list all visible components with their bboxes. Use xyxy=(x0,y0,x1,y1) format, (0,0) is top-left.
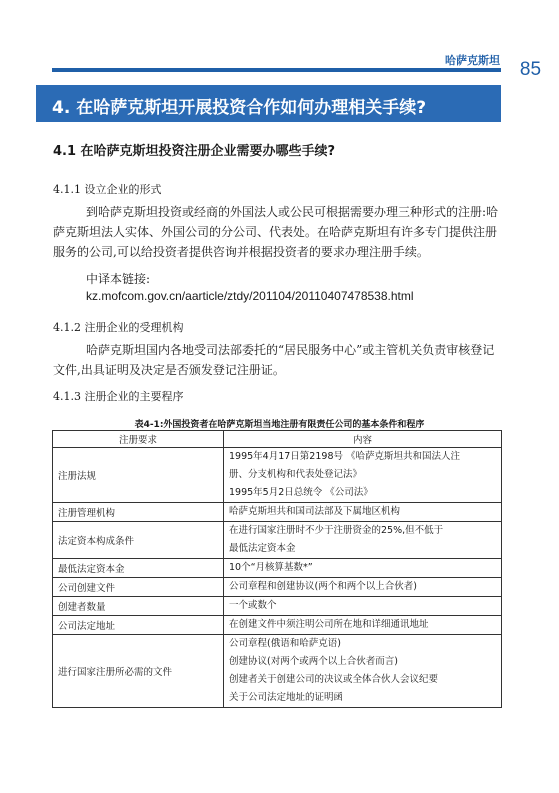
page-number: 85 xyxy=(519,59,542,80)
row-requirement: 法定资本构成条件 xyxy=(53,522,224,559)
content-line: 关于公司法定地址的证明函 xyxy=(229,692,344,703)
content-line: 1995年4月17日第2198号 《哈萨克斯坦共和国法人注 xyxy=(229,451,461,462)
row-content xyxy=(224,616,502,635)
row-content xyxy=(224,503,502,522)
table-row xyxy=(53,503,502,522)
row-content xyxy=(224,559,502,578)
content-line: 最低法定资本金 xyxy=(229,543,296,554)
content-line: 1995年5月2日总统令 《公司法》 xyxy=(229,487,373,498)
table-caption: 表4-1:外国投资者在哈萨克斯坦当地注册有限责任公司的基本条件和程序 xyxy=(134,420,425,430)
content-line: 公司章程(俄语和哈萨克语) xyxy=(229,638,341,649)
content-line: 10个“月核算基数*” xyxy=(229,562,313,573)
section-title: 4.1 在哈萨克斯坦投资注册企业需要办哪些手续? xyxy=(53,144,336,159)
column-header-content: 内容 xyxy=(224,431,502,448)
table-row xyxy=(53,616,502,635)
row-requirement: 公司创建文件 xyxy=(53,578,224,597)
reference-label: 中译本链接: xyxy=(86,272,151,286)
row-content xyxy=(224,597,502,616)
table-row xyxy=(53,635,502,708)
content-line: 在进行国家注册时不少于注册资金的25%,但不低于 xyxy=(229,525,444,536)
reference-link[interactable]: kz.mofcom.gov.cn/aarticle/ztdy/201104/20110407478538.html xyxy=(86,289,414,303)
chapter-title-bar xyxy=(36,85,501,122)
subsection-heading-4-1-3: 4.1.3 注册企业的主要程序 xyxy=(53,390,184,403)
content-line: 一个或数个 xyxy=(229,600,277,611)
subsection-heading-4-1-1: 4.1.1 设立企业的形式 xyxy=(53,183,162,196)
table-row xyxy=(53,559,502,578)
row-content xyxy=(224,448,502,503)
row-content xyxy=(224,578,502,597)
table-row xyxy=(53,578,502,597)
content-line: 创建协议(对两个或两个以上合伙者而言) xyxy=(229,656,398,667)
content-line: 在创建文件中须注明公司所在地和详细通讯地址 xyxy=(229,619,429,630)
table-header-row xyxy=(53,431,502,448)
content-line: 创建者关于创建公司的决议或全体合伙人会议纪要 xyxy=(229,674,439,685)
content-line: 册、分支机构和代表处登记法》 xyxy=(229,469,363,480)
paragraph-registration-authority: 哈萨克斯坦国内各地受司法部委托的“居民服务中心”或主管机关负责审核登记文件,出具证明及决定是否颁发登记注册证。 xyxy=(53,343,495,377)
header-country: 哈萨克斯坦 xyxy=(445,54,500,67)
subsection-heading-4-1-2: 4.1.2 注册企业的受理机构 xyxy=(53,321,184,334)
row-requirement: 注册管理机构 xyxy=(53,503,224,522)
row-requirement: 注册法规 xyxy=(53,448,224,503)
row-content xyxy=(224,635,502,708)
table-row xyxy=(53,597,502,616)
table-row xyxy=(53,448,502,503)
table-row xyxy=(53,522,502,559)
row-requirement: 最低法定资本金 xyxy=(53,559,224,578)
row-requirement: 公司法定地址 xyxy=(53,616,224,635)
column-header-requirement: 注册要求 xyxy=(53,431,224,448)
row-content xyxy=(224,522,502,559)
content-line: 公司章程和创建协议(两个和两个以上合伙者) xyxy=(229,581,417,592)
row-requirement: 创建者数量 xyxy=(53,597,224,616)
chapter-title: 4. 在哈萨克斯坦开展投资合作如何办理相关手续? xyxy=(52,98,427,118)
content-line: 哈萨克斯坦共和国司法部及下属地区机构 xyxy=(229,506,401,517)
row-requirement: 进行国家注册所必需的文件 xyxy=(53,635,224,708)
paragraph-enterprise-forms: 到哈萨克斯坦投资或经商的外国法人或公民可根据需要办理三种形式的注册:哈萨克斯坦法人实体、外国公司的分公司、代表处。在哈萨克斯坦有许多专门提供注册服务的公司,可以给投资者提供咨询并根据投资者的要求办理注册手续。 xyxy=(53,205,499,259)
registration-requirements-table xyxy=(52,430,502,708)
header-rule xyxy=(52,68,501,72)
